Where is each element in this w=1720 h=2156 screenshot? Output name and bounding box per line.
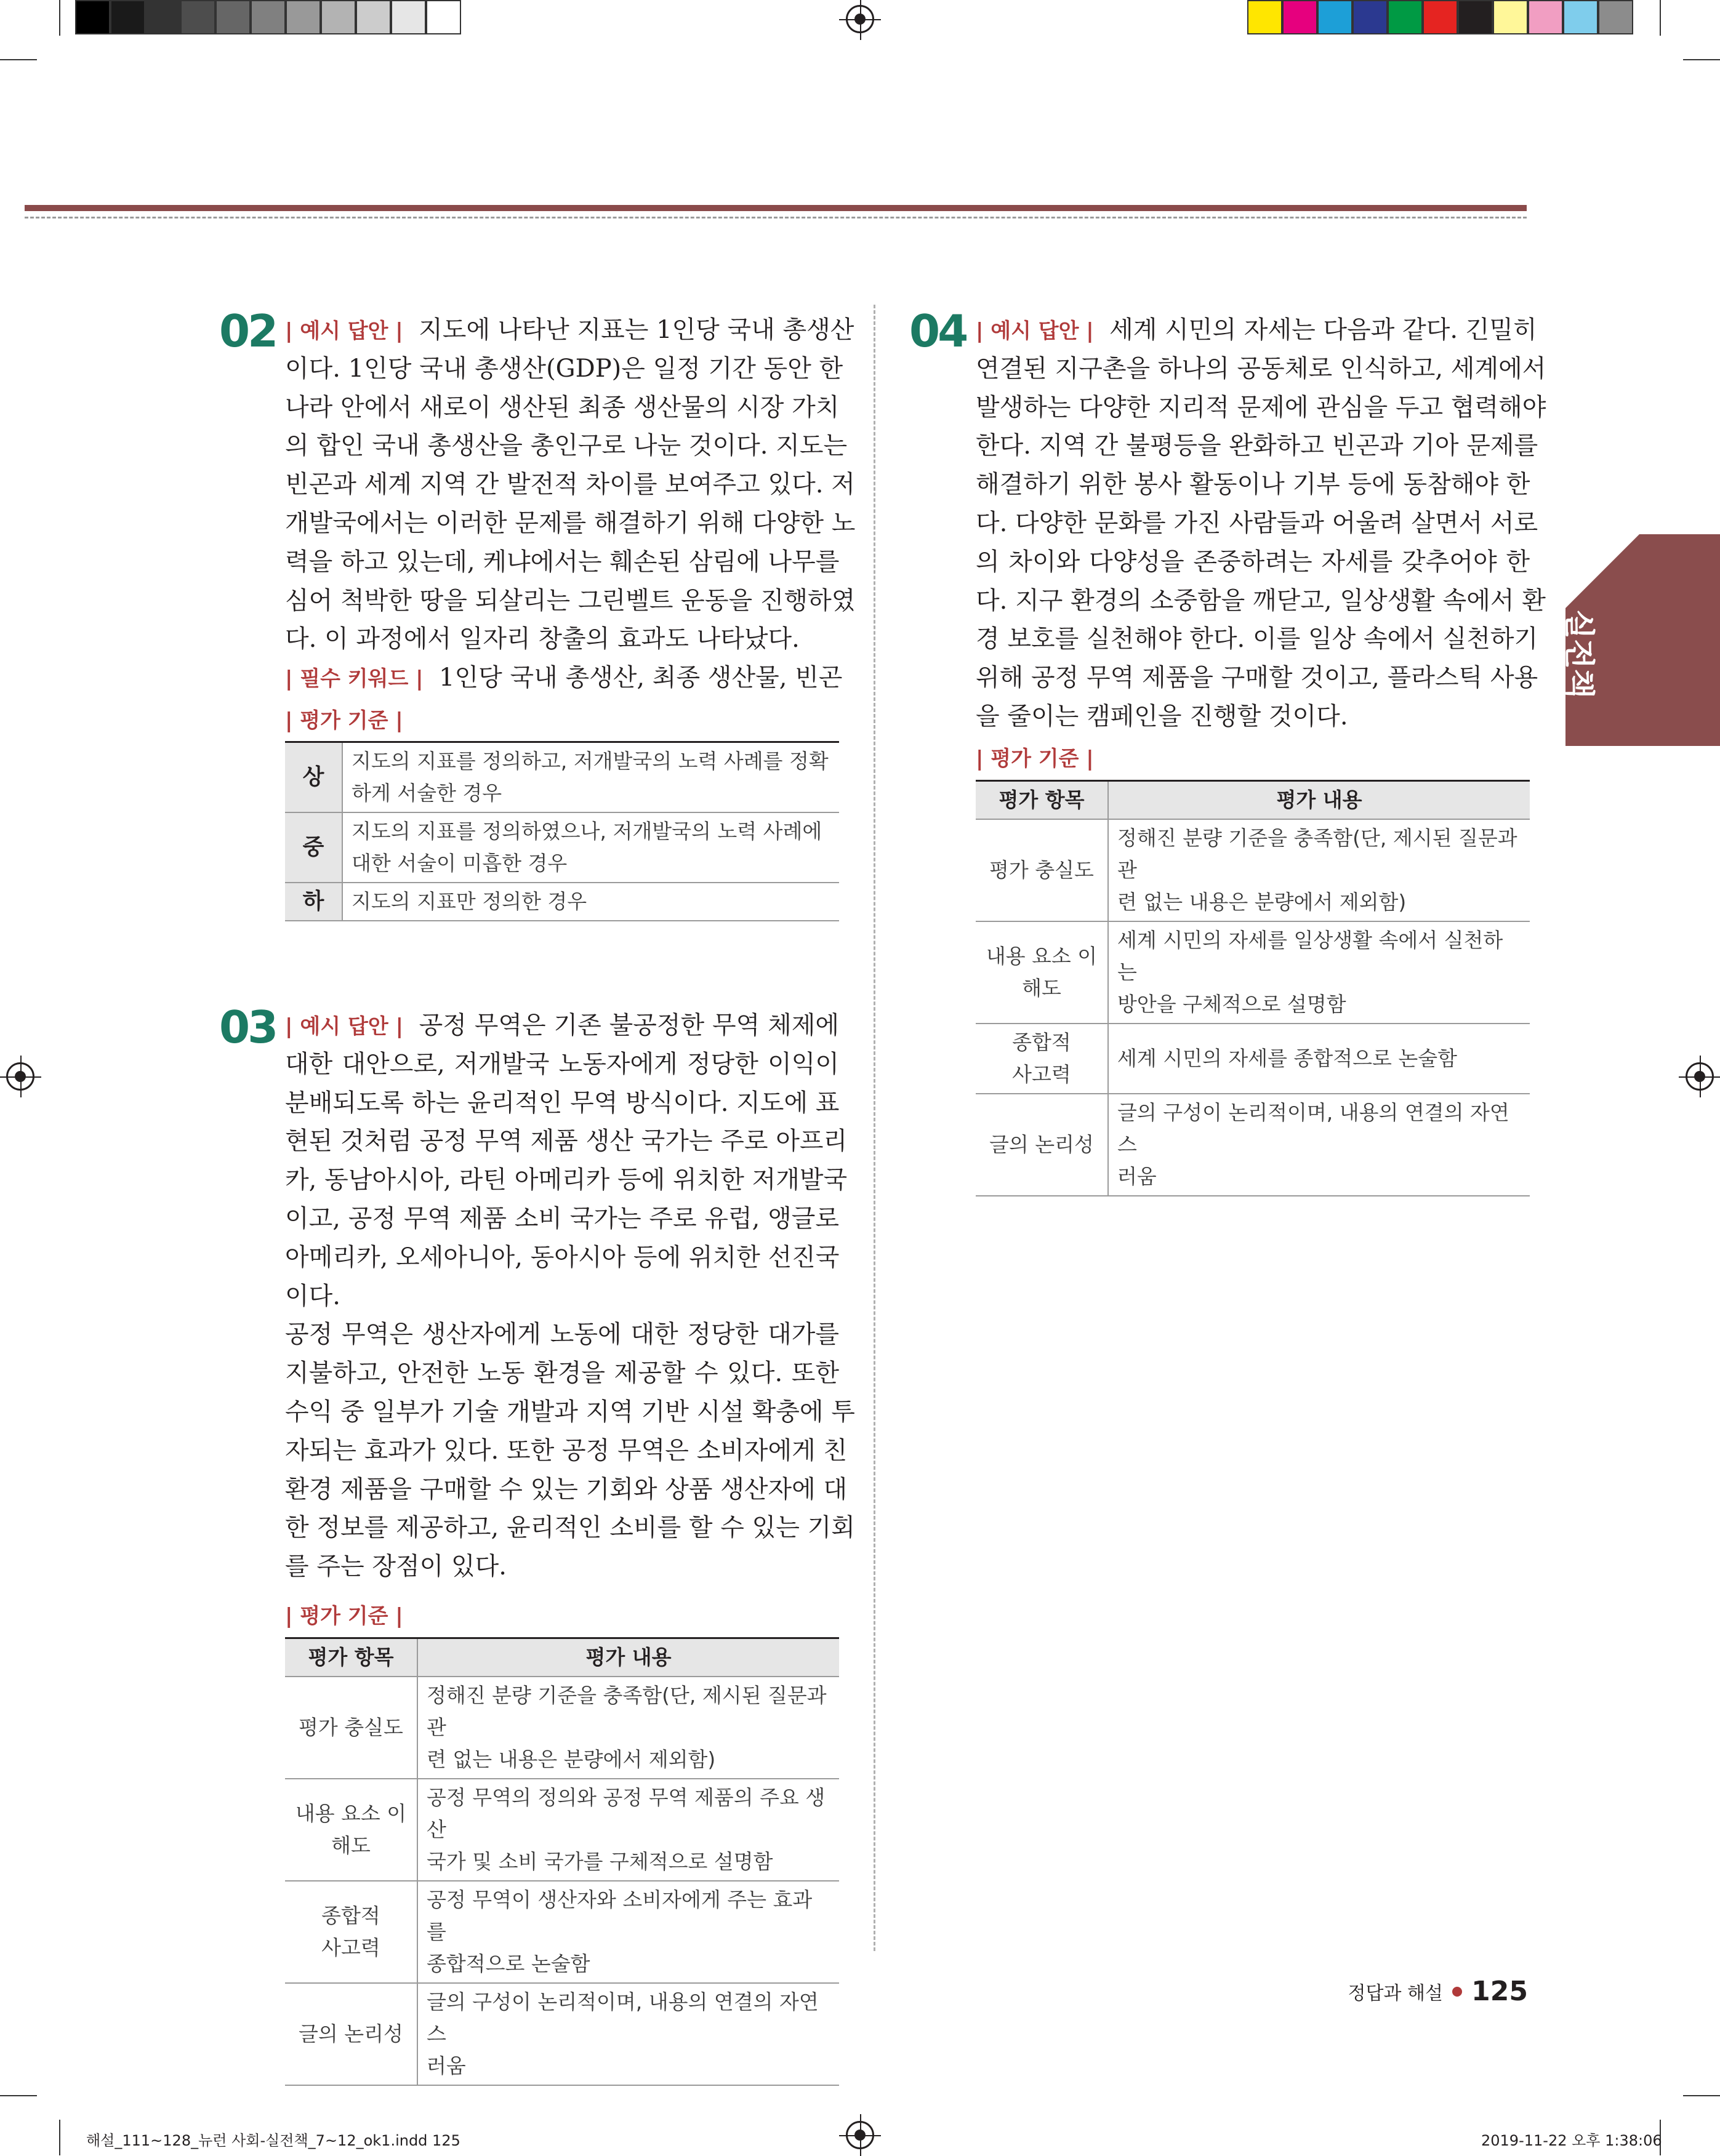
criteria-item: 평가 충실도 [285, 1677, 417, 1779]
crop-mark [1660, 0, 1661, 36]
criteria-label: | 평가 기준 | [285, 1604, 403, 1629]
criteria-item: 내용 요소 이 해도 [976, 921, 1108, 1024]
color-swatch [321, 0, 356, 34]
grade-cell: 하 [285, 883, 342, 921]
criteria-item: 내용 요소 이 해도 [285, 1779, 417, 1881]
footer-section: 정답과 해설 [1348, 1982, 1443, 2005]
keywords: 1인당 국내 총생산, 최종 생산물, 빈곤 [439, 663, 843, 692]
table-row [976, 1094, 1530, 1196]
criteria-item: 글의 논리성 [285, 1983, 417, 2085]
color-swatch [426, 0, 461, 34]
color-swatch [145, 0, 180, 34]
criteria-desc: 공정 무역이 생산자와 소비자에게 주는 효과를 종합적으로 논술함 [417, 1881, 839, 1983]
table-row [285, 812, 839, 883]
grade-table [285, 741, 839, 921]
color-swatch [356, 0, 391, 34]
grade-desc: 지도의 지표만 정의한 경우 [342, 883, 839, 921]
column-header: 평가 내용 [417, 1638, 839, 1677]
table-row [285, 883, 839, 921]
table-row [976, 921, 1530, 1024]
answer-paragraph: | 예시 답안 | 세계 시민의 자세는 다음과 같다. 긴밀히 연결된 지구촌을 하나의 공동체로 인식하고, 세계에서 발생하는 다양한 지리적 문제에 관심을 두고 협력해야 한다. 지역 간 불평등을 완화하고 빈곤과 기아 문제를 해결하기 위한 봉사 활동이나 기부 등에 동참해야 한 다. 다양한 문화를 가진 사람들과 어울려 살면서 서로 의 차이와 다양성을 존중하려는 자세를 갖추어야 한 다. 지구 환경의 소중함을 깨닫고, 일상생활 속에서 환 경 보호를 실천해야 한다. 이를 일상 속에서 실천하기 위해 공정 무역 제품을 구매할 것이고, 플라스틱 사용 을 줄이는 캠페인을 진행할 것이다. [976, 316, 1546, 731]
color-swatch [251, 0, 286, 34]
registration-mark-icon [846, 5, 874, 33]
gray-swatch-bar [75, 0, 461, 37]
registration-mark-icon [6, 1062, 34, 1091]
criteria-desc: 세계 시민의 자세를 일상생활 속에서 실천하는 방안을 구체적으로 설명함 [1108, 921, 1530, 1024]
criteria-desc: 정해진 분량 기준을 충족함(단, 제시된 질문과 관 련 없는 내용은 분량에서 제외함) [1108, 819, 1530, 921]
criteria-desc: 공정 무역의 정의와 공정 무역 제품의 주요 생산 국가 및 소비 국가를 구체적으로 설명함 [417, 1779, 839, 1881]
grade-cell: 상 [285, 742, 342, 813]
table-row [976, 819, 1530, 921]
header-dash-line [25, 217, 1527, 218]
color-swatch [1352, 0, 1388, 34]
color-swatch [1247, 0, 1282, 34]
table-row [285, 1677, 839, 1779]
answer-paragraph: | 예시 답안 | 공정 무역은 기존 불공정한 무역 체제에 대한 대안으로, 저개발국 노동자에게 정당한 이익이 분배되도록 하는 윤리적인 무역 방식이다. 지도에 표 현된 것처럼 공정 무역 제품 생산 국가는 주로 아프리 카, 동남아시아, 라틴 아메리카 등에 위치한 저개발국 이고, 공정 무역 제품 소비 국가는 주로 유럽, 앵글로 아메리카, 오세아니아, 동아시아 등에 위치한 선진국 이다. 공정 무역은 생산자에게 노동에 대한 정당한 대가를 지불하고, 안전한 노동 환경을 제공할 수 있다. 또한 수익 중 일부가 기술 개발과 지역 기반 시설 확충에 투 자되는 효과가 있다. 또한 공정 무역은 소비자에게 친 환경 제품을 구매할 수 있는 기회와 상품 생산자에 대 한 정보를 제공하고, 윤리적인 소비를 할 수 있는 기회 를 주는 장점이 있다. [285, 1011, 855, 1581]
table-row [285, 742, 839, 813]
question-number: 03 [219, 1001, 276, 1053]
keyword-tag: | 필수 키워드 | [285, 667, 424, 692]
criteria-label: | 평가 기준 | [285, 708, 403, 733]
slug-filename: 해설_111~128_뉴런 사회-실전책_7~12_ok1.indd 125 [86, 2132, 460, 2149]
answer-tag: | 예시 답안 | [285, 319, 403, 343]
criteria-item: 종합적 사고력 [285, 1881, 417, 1983]
page-footer [1348, 1976, 1528, 2007]
criteria-table [976, 780, 1530, 1196]
side-tab-label: 실전책 [1561, 609, 1597, 699]
color-swatch [1458, 0, 1493, 34]
crop-mark [0, 2095, 37, 2096]
crop-mark [1683, 59, 1720, 60]
color-swatch [180, 0, 215, 34]
criteria-item: 종합적 사고력 [976, 1024, 1108, 1094]
crop-mark [59, 2120, 60, 2155]
color-swatch [1423, 0, 1458, 34]
color-swatch [1563, 0, 1598, 34]
criteria-desc: 글의 구성이 논리적이며, 내용의 연결의 자연스 러움 [1108, 1094, 1530, 1196]
answer-tag: | 예시 답안 | [976, 319, 1094, 343]
page-number: 125 [1471, 1976, 1528, 2007]
registration-mark-icon [1686, 1062, 1714, 1091]
color-swatch [110, 0, 145, 34]
table-row [976, 1024, 1530, 1094]
criteria-desc: 세계 시민의 자세를 종합적으로 논술함 [1108, 1024, 1530, 1094]
grade-cell: 중 [285, 812, 342, 883]
color-swatch [215, 0, 251, 34]
column-header: 평가 항목 [976, 781, 1108, 820]
crop-mark [0, 59, 37, 60]
table-header-row [285, 1638, 839, 1677]
column-header: 평가 항목 [285, 1638, 417, 1677]
criteria-desc: 글의 구성이 논리적이며, 내용의 연결의 자연스 러움 [417, 1983, 839, 2085]
table-row [285, 1779, 839, 1881]
header-band [25, 205, 1527, 211]
table-header-row [976, 781, 1530, 820]
question-number: 04 [909, 305, 966, 357]
slug-date: 2019-11-22 오후 1:38:06 [1481, 2132, 1662, 2149]
color-swatch [1388, 0, 1423, 34]
column-header: 평가 내용 [1108, 781, 1530, 820]
answer-tag: | 예시 답안 | [285, 1014, 404, 1039]
table-row [285, 1983, 839, 2085]
criteria-table [285, 1637, 839, 2086]
grade-desc: 지도의 지표를 정의하고, 저개발국의 노력 사례를 정확 하게 서술한 경우 [342, 742, 839, 813]
color-swatch [1493, 0, 1528, 34]
grade-desc: 지도의 지표를 정의하였으나, 저개발국의 노력 사례에 대한 서술이 미흡한 경우 [342, 812, 839, 883]
criteria-label: | 평가 기준 | [976, 747, 1094, 771]
criteria-desc: 정해진 분량 기준을 충족함(단, 제시된 질문과 관 련 없는 내용은 분량에서 제외함) [417, 1677, 839, 1779]
table-row [285, 1881, 839, 1983]
color-swatch [1598, 0, 1633, 34]
column-divider [874, 305, 875, 1951]
color-swatch [391, 0, 426, 34]
color-swatch [286, 0, 321, 34]
registration-mark-icon [846, 2121, 874, 2149]
color-swatch [1317, 0, 1352, 34]
criteria-item: 글의 논리성 [976, 1094, 1108, 1196]
criteria-item: 평가 충실도 [976, 819, 1108, 921]
color-swatch [1528, 0, 1563, 34]
crop-mark [1683, 2095, 1720, 2096]
color-swatch [1282, 0, 1317, 34]
color-swatch [75, 0, 110, 34]
question-number: 02 [219, 305, 276, 357]
answer-paragraph: | 예시 답안 | 지도에 나타난 지표는 1인당 국내 총생산 이다. 1인당 국내 총생산(GDP)은 일정 기간 동안 한 나라 안에서 새로이 생산된 최종 생산물의 시장 가치 의 합인 국내 총생산을 총인구로 나눈 것이다. 지도는 빈곤과 세계 지역 간 발전적 차이를 보여주고 있다. 저 개발국에서는 이러한 문제를 해결하기 위해 다양한 노 력을 하고 있는데, 케냐에서는 훼손된 삼림에 나무를 심어 척박한 땅을 되살리는 그린벨트 운동을 진행하였 다. 이 과정에서 일자리 창출의 효과도 나타났다. | 필수 키워드 | 1인당 국내 총생산, 최종 생산물, 빈곤 [285, 316, 856, 692]
crop-mark [59, 0, 60, 36]
bullet-icon [1452, 1987, 1462, 1997]
color-swatch-bar [1247, 0, 1633, 37]
